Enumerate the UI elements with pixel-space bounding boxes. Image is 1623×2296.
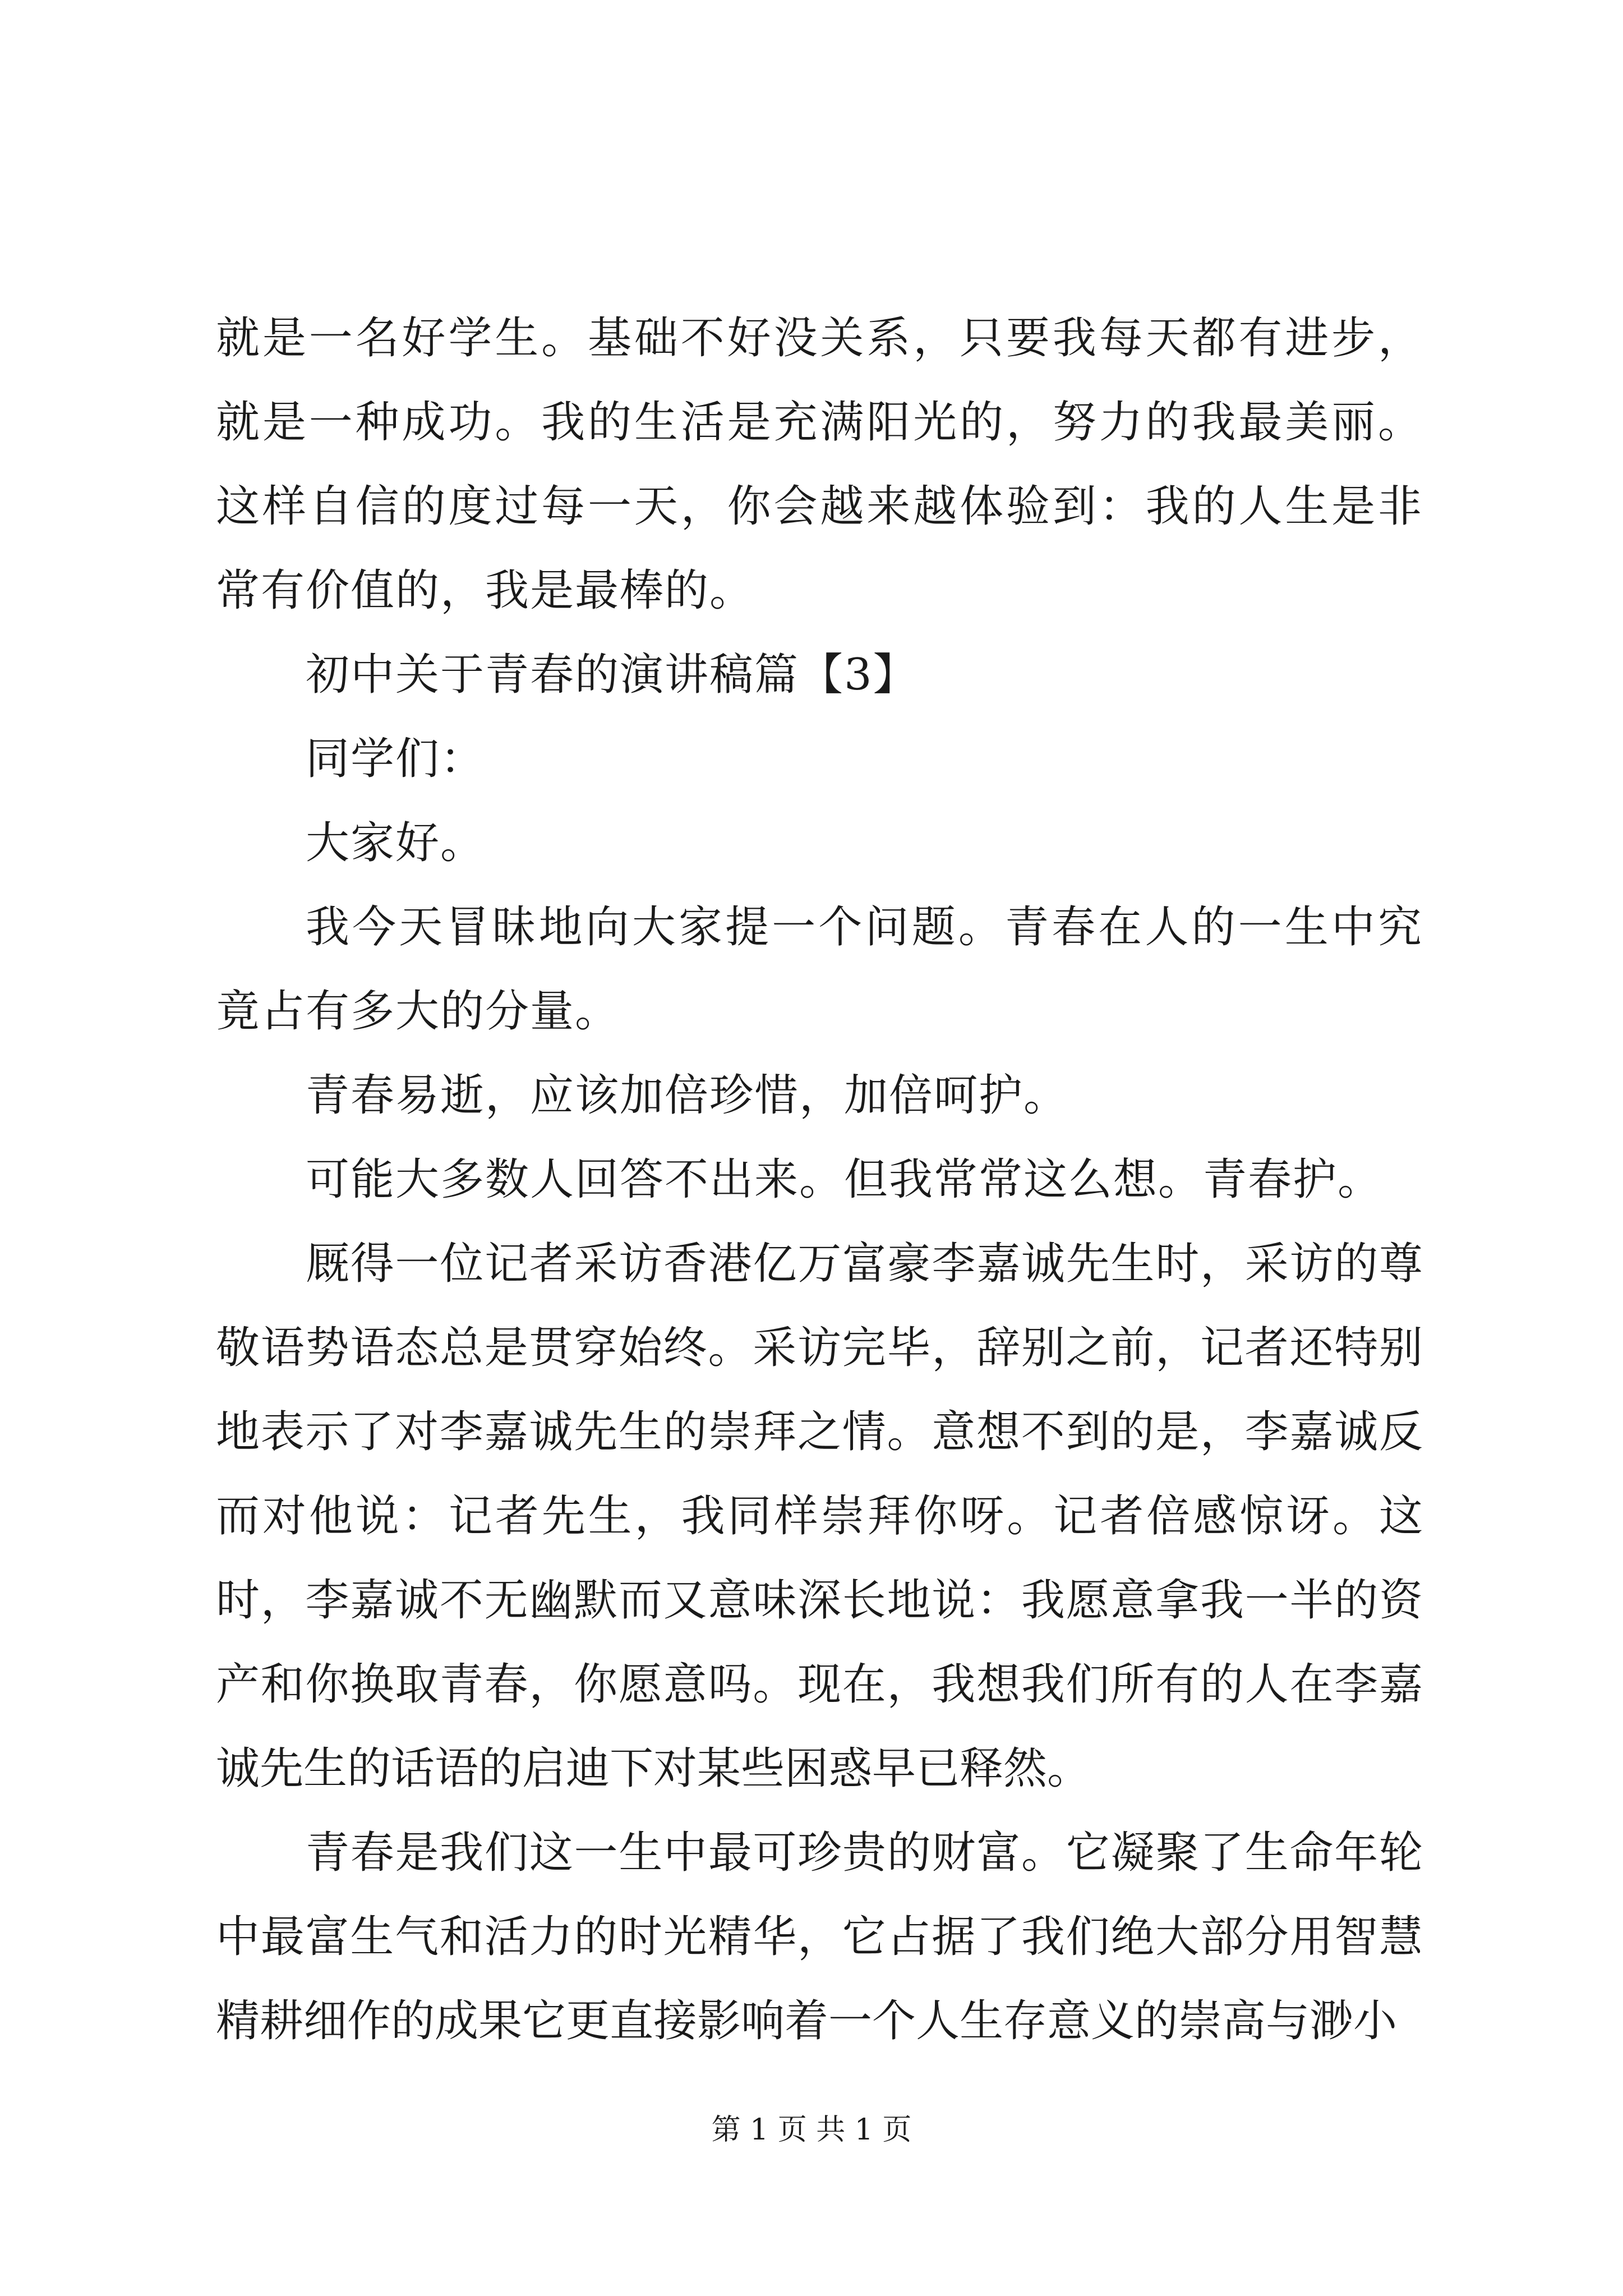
paragraph-answer: 可能大多数人回答不出来。但我常常这么想。青春护。 [306,1154,1383,1205]
section-heading: 初中关于青春的演讲稿篇【3】 [306,650,918,700]
greeting: 大家好。 [306,818,486,868]
document-body [216,296,1423,2063]
paragraph-cherish: 青春易逝，应该加倍珍惜，加倍呵护。 [306,1070,1069,1121]
paragraph-continuation: 就是一名好学生。基础不好没关系，只要我每天都有进步，就是一种成功。我的生活是充满阳光的，努力的我最美丽。这样自信的度过每一天，你会越来越体验到：我的人生是非常有价值的，我是最棒的。 [216,313,1423,616]
paragraph-anecdote: 厩得一位记者采访香港亿万富豪李嘉诚先生时，采访的尊敬语势语态总是贯穿始终。采访完毕，辞别之前，记者还特别地表示了对李嘉诚先生的崇拜之情。意想不到的是，李嘉诚反而对他说：记者先生，我同样崇拜你呀。记者倍感惊讶。这时，李嘉诚不无幽默而又意味深长地说：我愿意拿我一半的资产和你换取青春，你愿意吗。现在，我想我们所有的人在李嘉诚先生的话语的启迪下对某些困惑早已释然。 [216,1239,1423,1794]
paragraph-question: 我今天冒昧地向大家提一个问题。青春在人的一生中究竟占有多大的分量。 [216,902,1423,1037]
salutation: 同学们： [306,734,486,784]
page-number-footer: 第 1 页 共 1 页 [711,2113,912,2147]
paragraph-conclusion: 青春是我们这一生中最可珍贵的财富。它凝聚了生命年轮中最富生气和活力的时光精华，它占据了我们绝大部分用智慧精耕细作的成果它更直接影响着一个人生存意义的崇高与渺小 [216,1828,1423,2046]
